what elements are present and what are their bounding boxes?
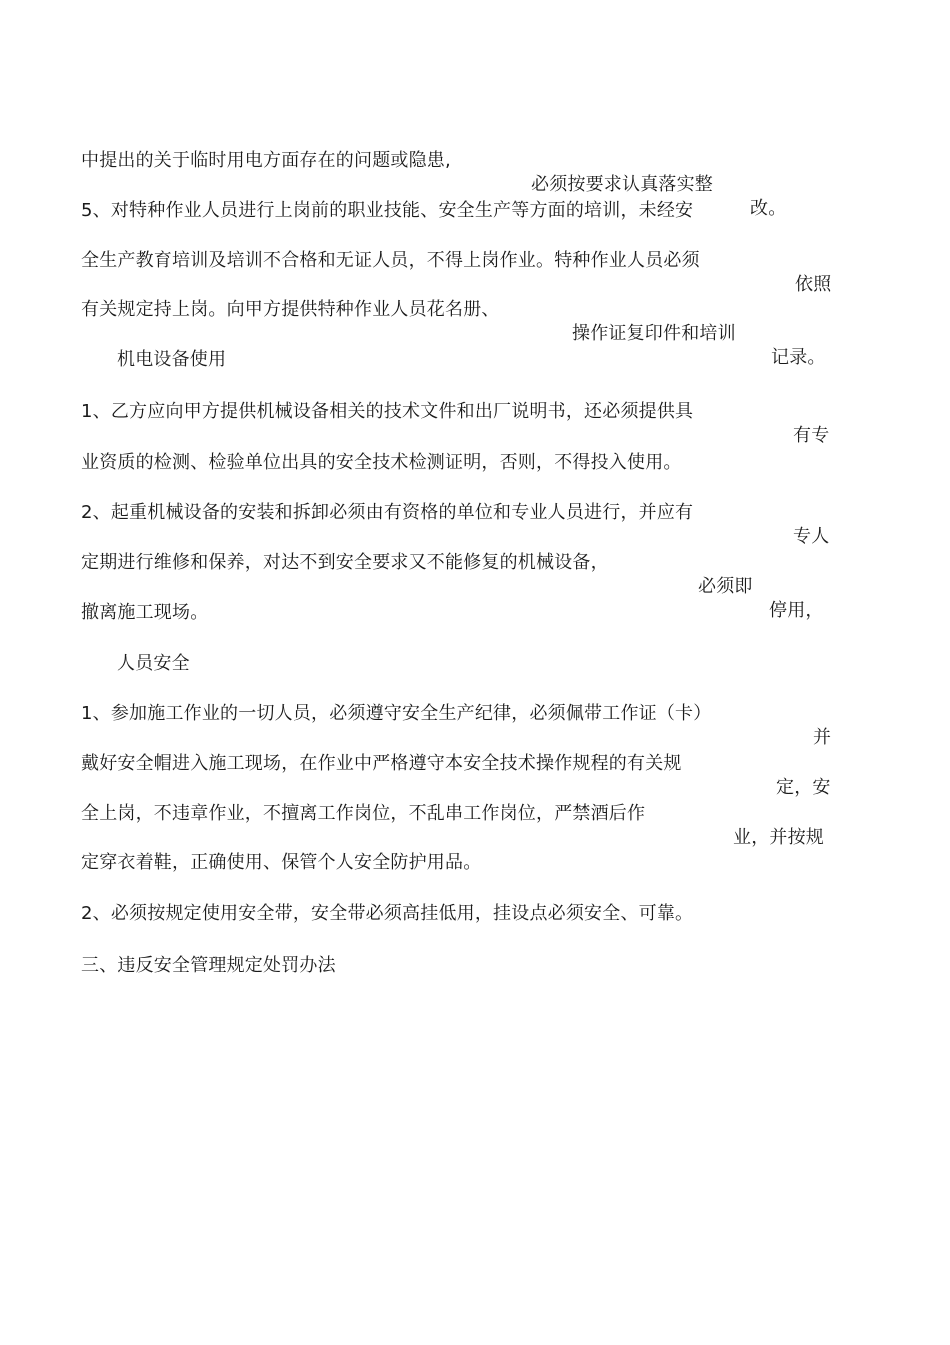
text-segment: 停用，	[769, 600, 824, 621]
section-heading-text: 机电设备使用	[117, 349, 227, 370]
text-segment: 全生产教育培训及培训不合格和无证人员，不得上岗作业。特种作业人员必须	[81, 250, 700, 271]
text-segment: 全上岗，不违章作业，不擅离工作岗位，不乱串工作岗位，严禁酒后作	[81, 803, 646, 824]
text-segment: 有关规定持上岗。向甲方提供特种作业人员花名册、	[81, 299, 500, 320]
text-segment: 记录。	[771, 347, 826, 368]
section-heading	[117, 628, 190, 676]
text-line	[81, 827, 482, 875]
text-segment: 戴好安全帽进入施工现场，在作业中严格遵守本安全技术操作规程的有关规	[81, 753, 682, 774]
text-segment: 依照	[795, 274, 832, 295]
text-segment: 撤离施工现场。	[81, 602, 209, 623]
text-segment: 业资质的检测、检验单位出具的安全技术检测证明，否则，不得投入使用。	[81, 452, 682, 473]
text-segment: 定，安	[776, 777, 831, 798]
text-segment: 改。	[750, 198, 787, 219]
text-segment: 操作证复印件和培训	[572, 323, 736, 344]
text-segment: 1、参加施工作业的一切人员，必须遵守安全生产纪律，必须佩带工作证（卡）	[81, 703, 712, 724]
section-heading-text: 三、违反安全管理规定处罚办法	[81, 955, 336, 976]
text-segment: 必须按要求认真落实整	[531, 174, 713, 195]
text-segment: 业，并按规	[733, 827, 824, 848]
text-segment: 必须即	[698, 576, 753, 597]
text-segment: 并	[813, 727, 832, 748]
text-segment: 专人	[793, 526, 830, 547]
text-segment: 2、必须按规定使用安全带，安全带必须高挂低用，挂设点必须安全、可靠。	[81, 903, 694, 924]
text-line	[81, 427, 682, 475]
text-line	[81, 577, 209, 625]
section-heading	[81, 930, 336, 978]
text-segment: 有专	[793, 425, 830, 446]
section-heading	[117, 324, 227, 372]
text-line	[81, 878, 694, 926]
text-segment: 2、起重机械设备的安装和拆卸必须由有资格的单位和专业人员进行，并应有	[81, 502, 694, 523]
text-segment: 定期进行维修和保养，对达不到安全要求又不能修复的机械设备，	[81, 552, 609, 573]
text-segment: 5、对特种作业人员进行上岗前的职业技能、安全生产等方面的培训，未经安	[81, 200, 694, 221]
text-segment: 定穿衣着鞋，正确使用、保管个人安全防护用品。	[81, 852, 482, 873]
section-heading-text: 人员安全	[117, 653, 190, 674]
text-segment: 1、乙方应向甲方提供机械设备相关的技术文件和出厂说明书，还必须提供具	[81, 401, 694, 422]
text-segment: 中提出的关于临时用电方面存在的问题或隐患,	[81, 150, 451, 171]
